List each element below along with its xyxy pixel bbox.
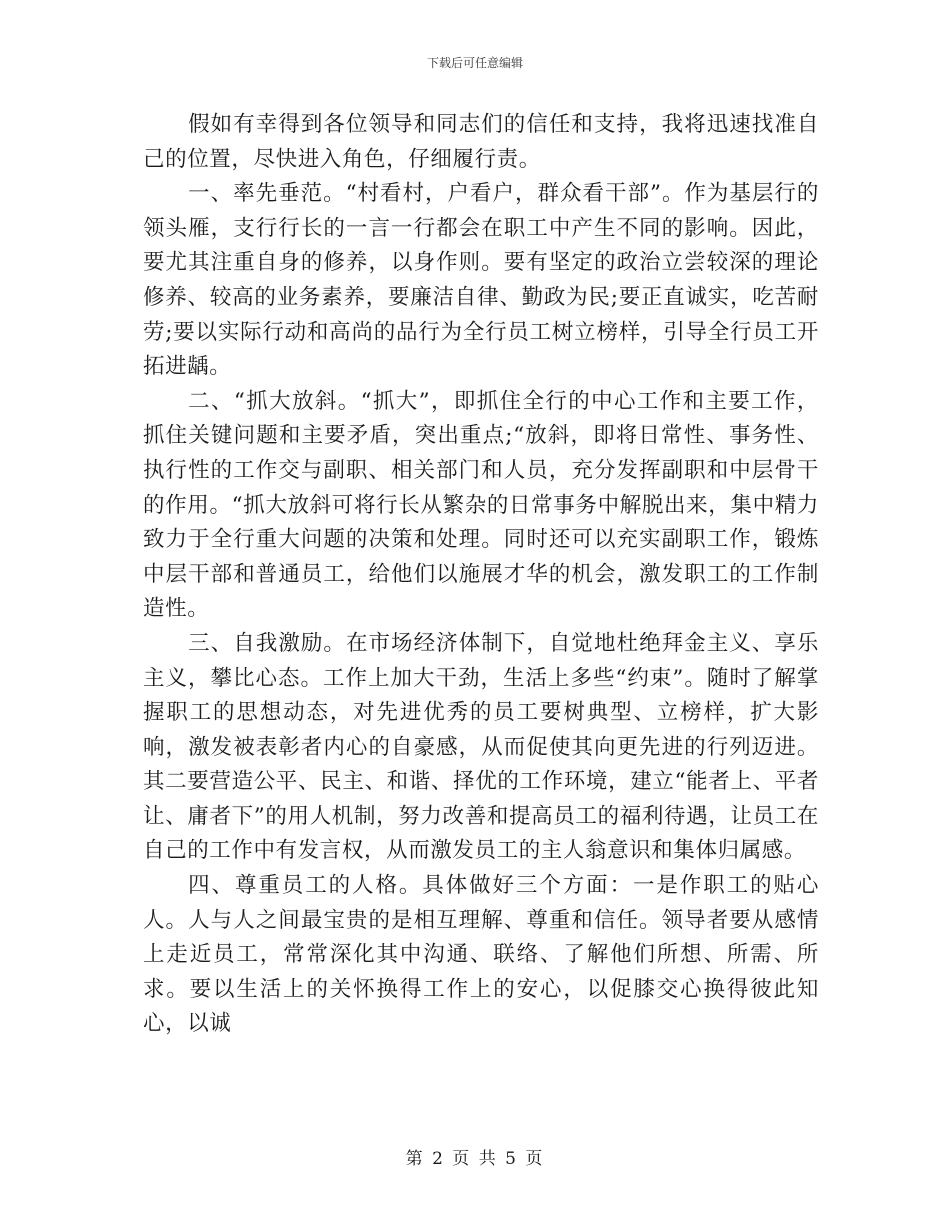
paragraph-section-1: 一、率先垂范。“村看村，户看户，群众看干部”。作为基层行的领头雁，支行行长的一言一行都会在职工中产生不同的影响。因此，要尤其注重自身的修养，以身作则。要有坚定的政治立尝较深的理论修养、较高的业务素养，要廉洁自律、勤政为民;要正直诚实，吃苦耐劳;要以实际行动和高尚的品行为全行员工树立榜样，引导全行员工开拓进龋。: [143, 181, 819, 380]
document-body: [143, 108, 819, 1042]
paragraph-section-2: 二、“抓大放斜。“抓大”，即抓住全行的中心工作和主要工作，抓住关键问题和主要矛盾，突出重点;“放斜，即将日常性、事务性、执行性的工作交与副职、相关部门和人员，充分发挥副职和中层骨干的作用。“抓大放斜可将行长从繁杂的日常事务中解脱出来，集中精力致力于全行重大问题的决策和处理。同时还可以充实副职工作，锻炼中层干部和普通员工，给他们以施展才华的机会，激发职工的工作制造性。: [143, 388, 819, 622]
page-header: 下载后可任意编辑: [426, 56, 523, 70]
paragraph-section-4: 四、尊重员工的人格。具体做好三个方面：一是作职工的贴心人。人与人之间最宝贵的是相互理解、尊重和信任。领导者要从感情上走近员工，常常深化其中沟通、联络、了解他们所想、所需、所求。要以生活上的关怀换得工作上的安心，以促膝交心换得彼此知心，以诚: [143, 873, 819, 1037]
page-footer: 第 2 页 共 5 页: [405, 1149, 545, 1169]
paragraph-intro: 假如有幸得到各位领导和同志们的信任和支持，我将迅速找准自己的位置，尽快进入角色，仔细履行责。: [143, 112, 819, 172]
paragraph-section-3: 三、自我激励。在市场经济体制下，自觉地杜绝拜金主义、享乐主义，攀比心态。工作上加大干劲，生活上多些“约束”。随时了解掌握职工的思想动态，对先进优秀的员工要树典型、立榜样，扩大影响，激发被表彰者内心的自豪感，从而促使其向更先进的行列迈进。其二要营造公平、民主、和谐、择优的工作环境，建立“能者上、平者让、庸者下”的用人机制，努力改善和提高员工的福利待遇，让员工在自己的工作中有发言权，从而激发员工的主人翁意识和集体归属感。: [143, 630, 819, 864]
